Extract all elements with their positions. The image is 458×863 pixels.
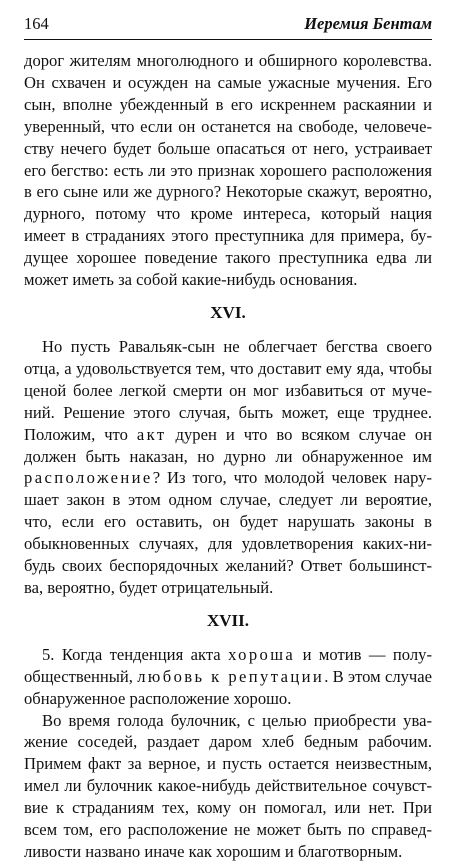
paragraph-xvii-case (24, 644, 432, 710)
section-heading-16: XVI. (210, 302, 246, 322)
spaced-emphasis: расположение (24, 468, 153, 488)
text-segment: ? Из того, что молодой человек нару- (152, 468, 432, 488)
text-line: Во время голода булочник, с целью приобрести ува- (42, 710, 432, 730)
text-line: ний. Решение этого случая, быть может, еще труднее. (24, 402, 432, 422)
page-content (24, 50, 432, 863)
text-line: ливости названо иначе как хорошим и благотворным. (24, 842, 403, 861)
text-segment: Положим, что (24, 424, 137, 444)
spaced-emphasis: акт (136, 424, 167, 444)
text-line: Он схвачен и осужден на самые ужасные мучения. Его (24, 72, 432, 92)
text-segment: общественный, (24, 666, 138, 686)
text-line: дущее хорошее поведение такого преступника едва ли (24, 248, 432, 268)
text-line: дорог жителям многолюдного и обширного королевства. (24, 51, 432, 70)
text-line: ству нечего будет больше опасаться от него, устраивает (24, 138, 432, 158)
text-segment: . В этом (324, 666, 381, 686)
text-line: дурного, потому что кроме интереса, который нация (24, 204, 432, 224)
text-line: имеет в страданиях этого преступника для примера, бу- (24, 226, 432, 246)
text-line: ценой более легкой смерти он мог избавиться от муче- (24, 380, 432, 400)
spaced-emphasis: хороша (228, 644, 296, 664)
text-line: уверенный, что если он останется на свободе, человече- (24, 116, 432, 136)
running-title: Иеремия Бентам (304, 14, 432, 33)
text-segment: и мотив — полу- (295, 644, 432, 664)
text-line: отца, а удовольствуется тем, что доставит ему яда, чтобы (24, 358, 432, 378)
page-number: 164 (24, 14, 49, 33)
text-line: Но пусть Равальяк-сын не облегчает бегства своего (42, 336, 432, 356)
paragraph-xvi (24, 336, 432, 599)
text-line: в его сыне или же дурного? Некоторые скажут, вероятно, (24, 182, 432, 202)
paragraph-continuation (24, 50, 432, 291)
text-line: должен быть наказан, но дурно ли обнаруженное им (24, 446, 432, 466)
text-line: сын, вполне убежденный в его искреннем раскаянии и (24, 94, 432, 114)
text-line: может иметь за собой какие-нибудь основания. (24, 270, 358, 290)
text-segment: 5. Когда тенденция акта (42, 644, 229, 664)
text-segment: дурен и что во всяком случае он (166, 424, 432, 444)
text-line: что, если его оставить, он будет нарушать законы в (24, 512, 432, 532)
text-line: шает закон в этом одном случае, следует ли вероятие, (24, 490, 432, 510)
text-line: случае обнаруженное расположение хорошо. (24, 666, 432, 708)
text-line: ва, вероятно, будет отрицательный. (24, 577, 274, 597)
paragraph-baker-example (24, 710, 432, 863)
text-line: Примем факт за верное, и пусть остается неизвестным, (24, 754, 432, 774)
text-line: обыкновенных случаях, для удовлетворения каких-ни- (24, 534, 432, 554)
text-line: его бегство: есть ли это признак хорошего расположения (24, 160, 432, 180)
text-line: будь своих беспорядочных желаний? Ответ большинст- (24, 556, 432, 576)
text-line: жение соседей, раздает даром хлеб бедным рабочим. (24, 732, 432, 752)
section-heading-17: XVII. (206, 610, 250, 630)
running-header (24, 14, 432, 40)
text-line: имел ли булочник какое-нибудь действительное сочувст- (24, 776, 432, 796)
spaced-emphasis: любовь к репутации (137, 666, 325, 686)
text-line: вие к страданиям тех, кому он помогал, или нет. При (24, 798, 432, 818)
text-line: всем том, его расположение не может быть по справед- (24, 820, 432, 840)
